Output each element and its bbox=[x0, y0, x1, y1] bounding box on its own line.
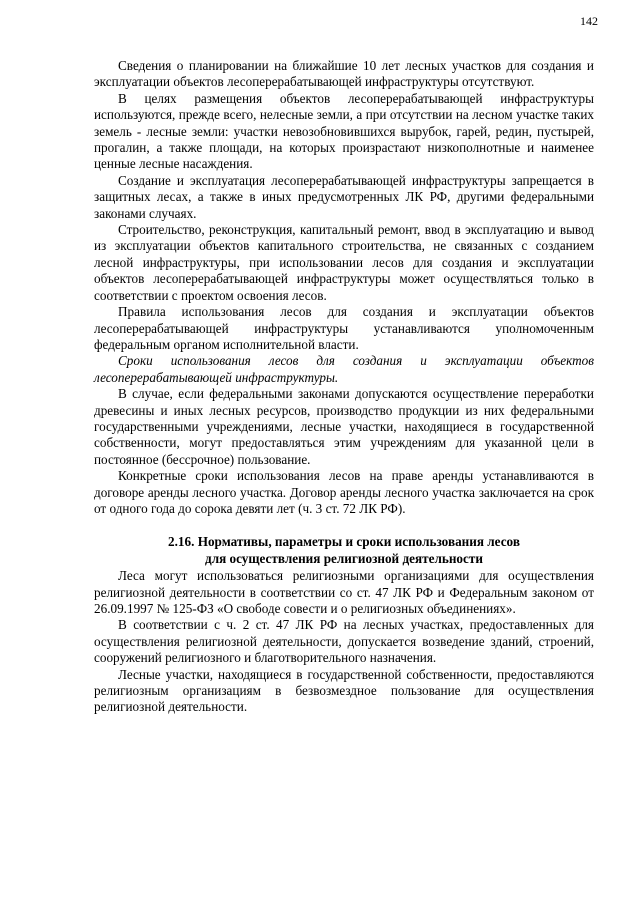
paragraph-religious-use: Леса могут использоваться религиозными организациями для осуществления религиозной деятельности в соответствии со ст. 47 ЛК РФ и Федеральным законом от 26.09.1997 № 125-ФЗ «О свободе совести и о религиозных объединениях». bbox=[94, 568, 594, 616]
paragraph-free-use: Лесные участки, находящиеся в государственной собственности, предоставляются религиозным организациям в безвозмездное пользование для осуществления религиозной деятельности. bbox=[94, 666, 594, 715]
page-content bbox=[94, 58, 594, 716]
paragraph-prohibition: Создание и эксплуатация лесоперерабатывающей инфраструктуры запрещается в защитных лесах, а также в иных предусмотренных ЛК РФ, другими федеральными законами случаях. bbox=[94, 172, 594, 221]
paragraph-land-use-priority: В целях размещения объектов лесоперерабатывающей инфраструктуры используются, прежде всего, нелесные земли, а при отсутствии на лесном участке таких земель - лесные земли: участки невозобновившихся вырубок, гарей, редин, пустырей, прогалин, а также площади, на которых произрастают низкополнотные и наименее ценные лесные насаждения. bbox=[94, 90, 594, 172]
section-heading-line-2: для осуществления религиозной деятельности bbox=[205, 550, 483, 566]
paragraph-federal-institutions: В случае, если федеральными законами допускаются осуществление переработки древесины и иных лесных ресурсов, производство продукции из них федеральными государственными учреждениями, лесные участки, находящиеся в государственной собственности, могут предоставляться этим учреждениям для указанной цели в постоянное (бессрочное) пользование. bbox=[94, 386, 594, 467]
italic-subheading: Сроки использования лесов для создания и эксплуатации объектов лесоперерабатывающей инфраструктуры. bbox=[94, 353, 594, 385]
section-spacer bbox=[94, 517, 594, 534]
paragraph-lease-terms: Конкретные сроки использования лесов на праве аренды устанавливаются в договоре аренды лесного участка. Договор аренды лесного участка заключается на срок от одного года до сорока девяти лет (ч. 3 ст. 72 ЛК РФ). bbox=[94, 468, 594, 516]
section-heading bbox=[94, 534, 594, 567]
paragraph-buildings-allowed: В соответствии с ч. 2 ст. 47 ЛК РФ на лесных участках, предоставленных для осуществления религиозной деятельности, допускается возведение зданий, строений, сооружений религиозного и благотворительного назначения. bbox=[94, 617, 594, 666]
paragraph-construction: Строительство, реконструкция, капитальный ремонт, ввод в эксплуатацию и вывод из эксплуатации объектов капитального строительства, не связанных с созданием лесной инфраструктуры, при использовании лесов для создания и эксплуатации объектов лесоперерабатывающей инфраструктуры может осуществляться только в соответствии с проектом освоения лесов. bbox=[94, 222, 594, 303]
paragraph-planning-info: Сведения о планировании на ближайшие 10 лет лесных участков для создания и эксплуатации объектов лесоперерабатывающей инфраструктуры отсутствуют. bbox=[94, 58, 594, 90]
paragraph-rules: Правила использования лесов для создания и эксплуатации объектов лесоперерабатывающей инфраструктуры устанавливаются уполномоченным федеральным органом исполнительной власти. bbox=[94, 304, 594, 352]
page-number: 142 bbox=[580, 14, 598, 28]
section-heading-line-1: 2.16. Нормативы, параметры и сроки использования лесов bbox=[168, 534, 520, 550]
